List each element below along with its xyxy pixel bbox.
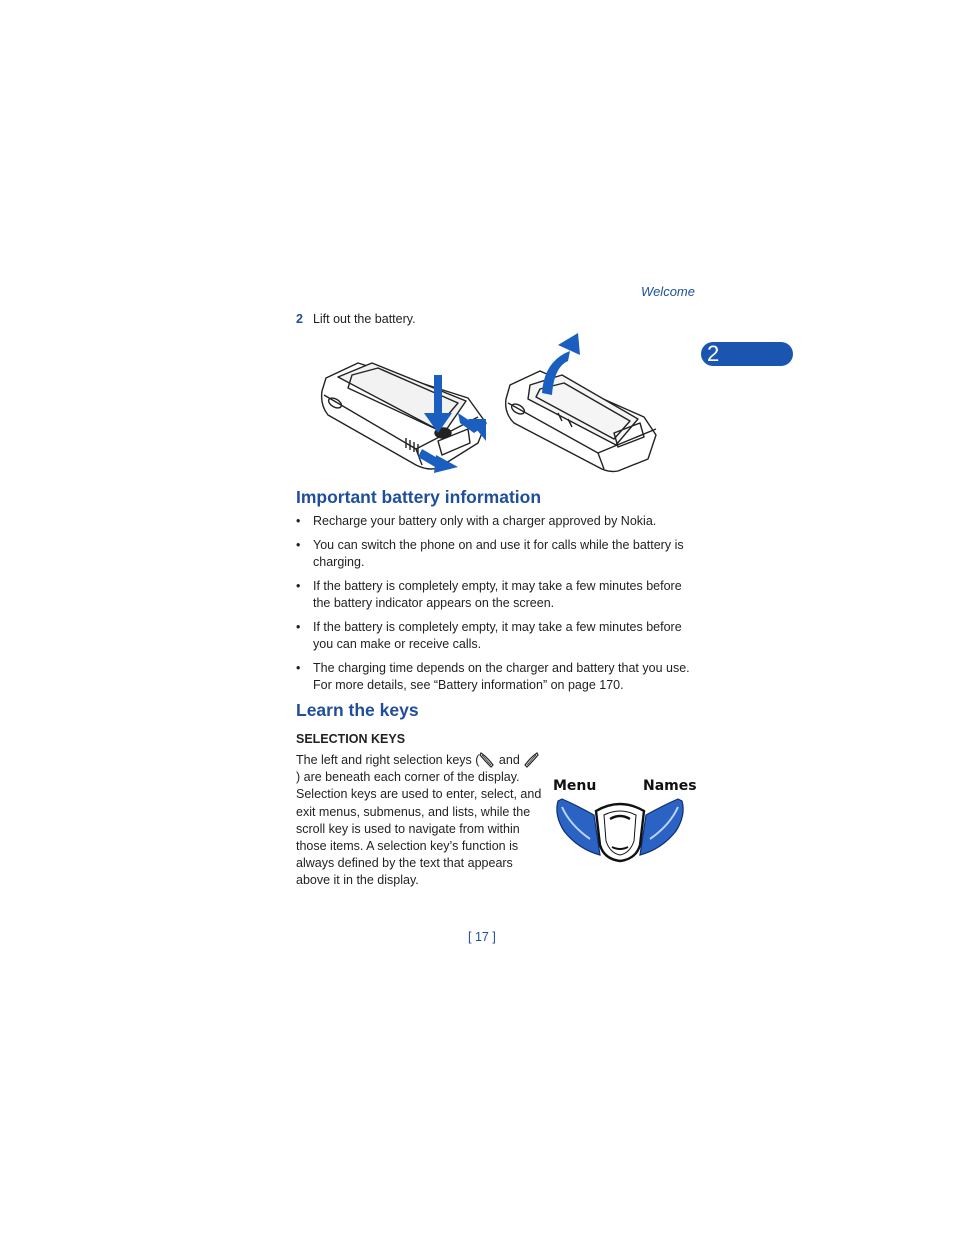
- para-text: ) are beneath each corner of the display. Selection keys are used to enter, select, and exit menus, submenus, and lists, while the scroll key is used to navigate from within those items. A selection key’s function is always defined by the text that appears above it in the display.: [296, 770, 542, 888]
- list-item: • If the battery is completely empty, it may take a few minutes before you can make or receive calls.: [296, 619, 696, 653]
- step-number: 2: [296, 312, 303, 326]
- subsection-title-selection-keys: SELECTION KEYS: [296, 732, 406, 746]
- chapter-tab: [701, 342, 793, 366]
- list-item: • You can switch the phone on and use it for calls while the battery is charging.: [296, 537, 696, 571]
- selection-keys-illustration: [550, 775, 690, 865]
- display-label-menu: Menu: [553, 778, 597, 794]
- list-item: • Recharge your battery only with a charger approved by Nokia.: [296, 513, 696, 530]
- chapter-number: 2: [707, 341, 720, 366]
- list-item: • If the battery is completely empty, it may take a few minutes before the battery indicator appears on the screen.: [296, 578, 696, 612]
- running-header: Welcome: [641, 284, 695, 299]
- phone-right-image: [506, 371, 656, 472]
- step-text: Lift out the battery.: [312, 312, 416, 326]
- right-selection-key-icon: [523, 751, 539, 768]
- para-text: and: [495, 753, 524, 767]
- list-item: • The charging time depends on the charger and battery that you use. For more details, see “Battery information” on page 170.: [296, 660, 696, 694]
- para-text: The left and right selection keys (: [296, 753, 480, 767]
- section-title-keys: Learn the keys: [296, 700, 419, 720]
- battery-removal-illustration: [318, 333, 658, 475]
- section-title-battery: Important battery information: [296, 487, 542, 507]
- left-selection-key-image: [557, 799, 600, 855]
- battery-info-list: [296, 513, 696, 701]
- left-selection-key-icon: [479, 751, 495, 768]
- page-number: [ 17 ]: [468, 930, 496, 944]
- selection-keys-paragraph: [296, 751, 542, 890]
- step-instruction: [296, 312, 416, 326]
- display-label-names: Names: [643, 778, 697, 794]
- right-selection-key-image: [640, 799, 683, 855]
